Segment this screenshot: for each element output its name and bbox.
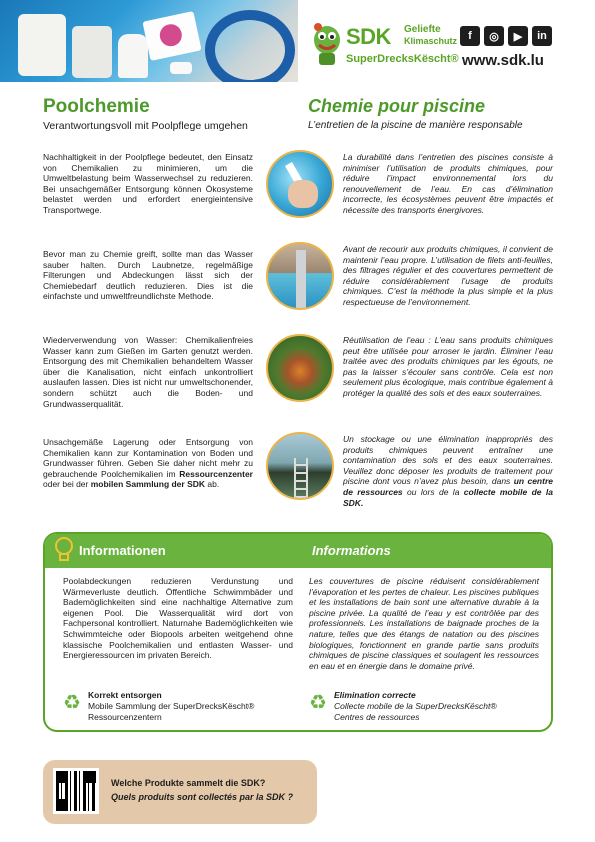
page-title-de: Poolchemie <box>43 96 150 117</box>
qr-question-fr: Quels produits sont collectés par la SDK ? <box>111 792 294 802</box>
info-box <box>43 532 553 732</box>
logo-tagline-1: Geliefte <box>404 24 441 35</box>
recycle-icon: ♻ <box>309 692 327 714</box>
logo-subtitle: SuperDrecksKëscht® <box>346 53 459 65</box>
instagram-icon[interactable]: ◎ <box>484 26 504 46</box>
qr-code-box[interactable] <box>43 760 317 824</box>
logo-tagline-2: Klimaschutz <box>404 36 458 46</box>
info-text-de: Poolabdeckungen reduzieren Verdunstung und Wärmeverluste deutlich. Öffentliche Schwimmbäder und Bademöglichkeiten sind eine nachhaltige Alternative zum eigenen Pool. Die Wasserqualität wird dort von Fachpersonal kontrolliert. Naturnahe Bademöglichkeiten wie Schwimmteiche oder Biopools arbeiten weitgehend ohne klassische Poolchemikalien und entlasten Wasser- und Energieressourcen im privaten Bereich. <box>63 576 293 661</box>
info-text-fr: Les couvertures de piscine réduisent considérablement l’évaporation et les pertes de chaleur. Les piscines publiques et les installations de bain sont une alternative durable à la piscine privée. La qualité de l’eau y est contrôlée par des professionnels. Les installations de baignade proches de la nature, telles que des étangs de natation ou des piscines biologiques, fonctionnent en grande partie sans produits chimiques de piscine classiques et soulagent les ressources en eau et en énergie dans le domaine privé. <box>309 576 539 671</box>
qr-question-de: Welche Produkte sammelt die SDK? <box>111 778 266 788</box>
photo-garden-tomatoes <box>266 334 334 402</box>
disposal-title-fr: Elimination correcte <box>334 690 416 700</box>
disposal-line2-fr: Centres de ressources <box>334 712 420 722</box>
youtube-icon[interactable]: ▶ <box>508 26 528 46</box>
logo-brand: SDK <box>346 24 391 49</box>
paragraph-fr-3: Réutilisation de l’eau : L’eau sans produits chimiques peut être utilisée pour arroser le jardin. Éliminer l’eau traitée avec des produits chimiques par les égouts, ne pas la laisser s’écouler sans contrôle. Cela est non seulement plus écologique, mais contribue également à protéger la qualité des sols et des eaux souterraines. <box>343 335 553 398</box>
facebook-icon[interactable]: f <box>460 26 480 46</box>
paragraph-de-3: Wiederverwendung von Wasser: Chemikalienfreies Wasser kann zum Gießen im Garten genutzt werden. Entsorgung des mit Chemikalien behandeltem Wasser über die Kanalisation, nicht einfach unkontrolliert auslaufen lassen. Dies ist nicht nur umweltschonender, sondern schützt auch die Boden- und Grundwasserqualität. <box>43 335 253 409</box>
paragraph-fr-2: Avant de recourir aux produits chimiques, il convient de maintenir l’eau propre. L’utilisation de filets anti-feuilles, des filtrages régulier et des couvertures permettent de réduire considérablement l’usage de produits chimiques. C’est la méthode la plus simple et la plus respectueuse de l’environnement. <box>343 244 553 307</box>
page-subtitle-de: Verantwortungsvoll mit Poolpflege umgehen <box>43 120 248 132</box>
photo-pool-cleaning <box>266 242 334 310</box>
sdk-logo[interactable] <box>310 22 470 72</box>
linkedin-icon[interactable]: in <box>532 26 552 46</box>
disposal-line1-fr: Collecte mobile de la SuperDrecksKëscht® <box>334 701 497 711</box>
info-title-fr: Informations <box>312 543 391 558</box>
photo-water-test-strip <box>266 150 334 218</box>
page-subtitle-fr: L’entretien de la piscine de manière responsable <box>308 120 523 131</box>
qr-code[interactable] <box>53 768 99 814</box>
recycle-icon: ♻ <box>63 692 81 714</box>
social-links <box>460 26 552 46</box>
disposal-line2-de: Ressourcenzentern <box>88 712 162 722</box>
mascot-icon <box>310 22 344 68</box>
paragraph-de-1: Nachhaltigkeit in der Poolpflege bedeutet, den Einsatz von Chemikalien zu minimieren, um die Umweltbelastung beim Wasserwechsel zu reduzieren. Bei unsachgemäßer Entsorgung können Ökosysteme belastet werden und erfordert energieintensive Transportwege. <box>43 152 253 215</box>
paragraph-fr-1: La durabilité dans l’entretien des piscines consiste à minimiser l’utilisation de produits chimiques, pour réduire l’impact environnemental lors du renouvellement de l’eau. En cas d’élimination incorrecte, les écosystèmes peuvent être impactés et nécessite des transports énergivores. <box>343 152 553 215</box>
paragraph-de-4: Unsachgemäße Lagerung oder Entsorgung von Chemikalien kann zur Kontamination von Boden und Grundwasser führen. Geben Sie daher nicht mehr zu gebrauchende Poolchemikalien im Ressourcenzenter oder bei der mobilen Sammlung der SDK ab. <box>43 437 253 490</box>
lightbulb-icon <box>53 536 75 564</box>
disposal-title-de: Korrekt entsorgen <box>88 690 162 700</box>
photo-natural-pool <box>266 432 334 500</box>
paragraph-de-2: Bevor man zu Chemie greift, sollte man das Wasser sauber halten. Durch Laubnetze, regelmäßige Filterungen und Abdeckungen lässt sich der Chemiebedarf deutlich reduzieren. Dies ist die einfachste und umweltfreundlichste Methode. <box>43 249 253 302</box>
website-link[interactable]: www.sdk.lu <box>462 52 544 69</box>
info-title-de: Informationen <box>79 543 166 558</box>
page-title-fr: Chemie pour piscine <box>308 96 486 116</box>
header-photo-pool-chemicals <box>0 0 298 82</box>
paragraph-fr-4: Un stockage ou une élimination inappropriés des produits chimiques peuvent entraîner une contamination des sols et des eaux souterraines. Veuillez donc déposer les produits de traitement pour piscine dont vous n’avez plus besoin, dans un centre de ressources ou lors de la collecte mobile de la SDK. <box>343 434 553 508</box>
disposal-line1-de: Mobile Sammlung der SuperDrecksKëscht® <box>88 701 255 711</box>
